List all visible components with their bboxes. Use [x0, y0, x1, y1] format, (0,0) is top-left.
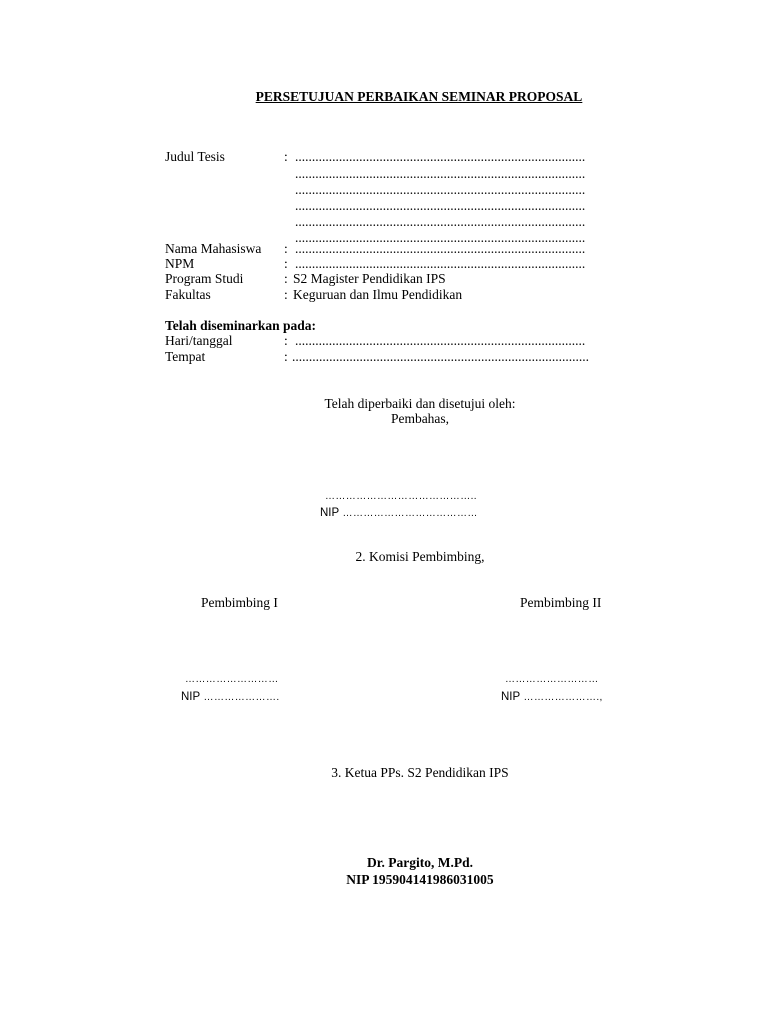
fakultas-value: Keguruan dan Ilmu Pendidikan	[293, 287, 463, 302]
judul-line-3: ......................................................................................	[295, 182, 586, 197]
hari-tanggal-label: Hari/tanggal	[165, 333, 233, 348]
judul-line-1: ......................................................................................	[295, 149, 586, 164]
npm-label: NPM	[165, 256, 195, 271]
ketua-heading: 3. Ketua PPs. S2 Pendidikan IPS	[331, 765, 509, 780]
pembahas-signature-line: ……………………………………..	[325, 491, 477, 502]
judul-line-2: ......................................................................................	[295, 166, 586, 181]
pembimbing-1-nip-dots: ………………….	[203, 692, 280, 703]
npm-value: ......................................................................................	[295, 256, 586, 271]
approval-line-2: Pembahas,	[390, 411, 450, 426]
tempat-colon: :	[284, 349, 288, 364]
pembimbing-1-label: Pembimbing I	[201, 595, 278, 610]
judul-line-6: ......................................................................................	[295, 230, 586, 245]
pembimbing-2-nip-label: NIP	[501, 691, 521, 703]
pembahas-nip-label: NIP	[320, 507, 340, 519]
nama-mahasiswa-label: Nama Mahasiswa	[165, 241, 262, 256]
program-studi-label: Program Studi	[165, 271, 244, 286]
approval-line-1: Telah diperbaiki dan disetujui oleh:	[324, 396, 516, 411]
pembahas-nip	[320, 505, 478, 520]
pembimbing-1-nip-label: NIP	[181, 691, 201, 703]
npm-colon: :	[284, 256, 288, 271]
program-studi-value: S2 Magister Pendidikan IPS	[293, 271, 446, 286]
judul-line-5: ......................................................................................	[295, 214, 586, 229]
fakultas-colon: :	[284, 287, 288, 302]
judul-colon: :	[284, 149, 288, 164]
pembimbing-2-nip	[501, 689, 603, 704]
judul-line-4: ......................................................................................	[295, 198, 586, 213]
hari-tanggal-value: ......................................................................................	[295, 333, 586, 348]
tempat-label: Tempat	[165, 349, 206, 364]
komisi-heading: 2. Komisi Pembimbing,	[355, 549, 485, 564]
pembahas-nip-dots: …………………………………	[342, 508, 478, 519]
nama-colon: :	[284, 241, 288, 256]
pembimbing-1-signature-line: ………………………	[185, 674, 279, 685]
pembimbing-2-signature-line: ………………………	[505, 674, 599, 685]
nama-mahasiswa-value: ......................................................................................	[295, 241, 586, 256]
ketua-name: Dr. Pargito, M.Pd.	[367, 855, 473, 870]
document-title: PERSETUJUAN PERBAIKAN SEMINAR PROPOSAL	[255, 89, 583, 104]
ketua-nip: NIP 195904141986031005	[346, 872, 494, 887]
prodi-colon: :	[284, 271, 288, 286]
fakultas-label: Fakultas	[165, 287, 211, 302]
seminar-heading: Telah diseminarkan pada:	[165, 318, 317, 333]
hari-colon: :	[284, 333, 288, 348]
judul-tesis-label: Judul Tesis	[165, 149, 225, 164]
pembimbing-2-label: Pembimbing II	[520, 595, 602, 610]
pembimbing-2-nip-dots: ………………….,	[523, 692, 603, 703]
pembimbing-1-nip	[181, 689, 280, 704]
tempat-value: ........................................................................................	[292, 349, 589, 364]
